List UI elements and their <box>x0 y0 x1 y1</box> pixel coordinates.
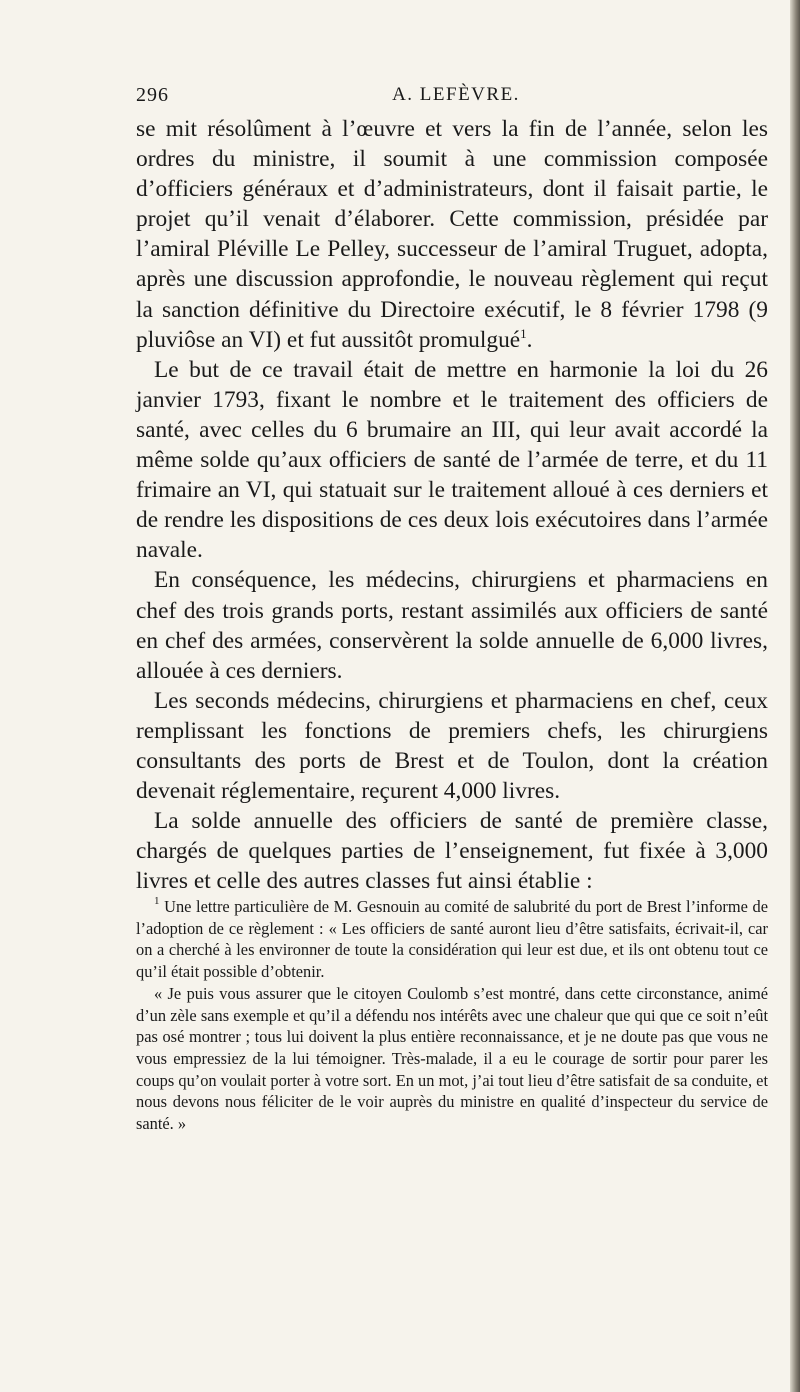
main-text <box>136 114 768 896</box>
page-number: 296 <box>136 84 169 106</box>
paragraph-2: Le but de ce travail était de mettre en harmonie la loi du 26 janvier 1793, fixant le nombre et le traitement des officiers de santé, avec celles du 6 brumaire an III, qui leur avait accordé la même solde qu’aux officiers de santé de l’armée de terre, et du 11 frimaire an VI, qui statuait sur le traitement alloué à ces derniers et de rendre les dispositions de ces deux lois exécutoires dans l’armée navale. <box>136 356 768 564</box>
footnote-1-text: Une lettre particulière de M. Gesnouin au comité de salubrité du port de Brest l’informe de l’adoption de ce règlement : « Les officiers de santé auront lieu d’être satisfaits, écrivait-il, car on a cherché à les environner de toute la considération qui leur est due, et ils ont obtenu tout ce qu’il était possible d’obtenir. <box>136 897 768 982</box>
running-head <box>136 84 776 112</box>
footnote-ref: 1 <box>520 325 527 341</box>
paragraph-1-text: se mit résolûment à l’œuvre et vers la fin de l’année, selon les ordres du ministre, il soumit à une commission composée d’officiers généraux et d’administrateurs, dont il faisait partie, le projet qu’il venait d’élaborer. Cette commission, présidée par l’amiral Pléville Le Pelley, successeur de l’amiral Truguet, adopta, après une discussion approfondie, le nouveau règlement qui reçut la sanction définitive du Directoire exécutif, le 8 février 1798 (9 pluviôse an VI) et fut aussitôt promulgué <box>136 116 768 353</box>
page-edge <box>790 0 800 1392</box>
running-title: A. LEFÈVRE. <box>392 84 520 105</box>
paragraph-1 <box>136 114 768 355</box>
footnote-1 <box>136 896 768 983</box>
paragraph-1-end: . <box>526 326 533 353</box>
paragraph-4: Les seconds médecins, chirurgiens et pharmaciens en chef, ceux remplissant les fonctions de premiers chefs, les chirurgiens consultants des ports de Brest et de Toulon, dont la création devenait réglementaire, reçurent 4,000 livres. <box>136 687 768 805</box>
footnote-1-continued: « Je puis vous assurer que le citoyen Coulomb s’est montré, dans cette circonstance, animé d’un zèle sans exemple et qu’il a défendu nos intérêts avec une chaleur que qui que ce soit n’eût pas osé montrer ; tous lui doivent la plus entière reconnaissance, et je ne doute pas que vous ne vous empressiez de la lui témoigner. Très-malade, il a eu le courage de sortir pour parer les coups qu’on voulait porter à votre sort. En un mot, j’ai tout lieu d’être satisfait de sa conduite, et nous devons nous féliciter de le voir auprès du ministre en qualité d’inspecteur du service de santé. » <box>136 983 768 1134</box>
paragraph-5: La solde annuelle des officiers de santé de première classe, chargés de quelques parties de l’enseignement, fut fixée à 3,000 livres et celle des autres classes fut ainsi établie : <box>136 808 768 895</box>
paragraph-3: En conséquence, les médecins, chirurgiens et pharmaciens en chef des trois grands ports, restant assimilés aux officiers de santé en chef des armées, conservèrent la solde annuelle de 6,000 livres, allouée à ces derniers. <box>136 567 768 684</box>
footnotes <box>136 896 768 1135</box>
footnote-mark: 1 <box>154 895 160 907</box>
